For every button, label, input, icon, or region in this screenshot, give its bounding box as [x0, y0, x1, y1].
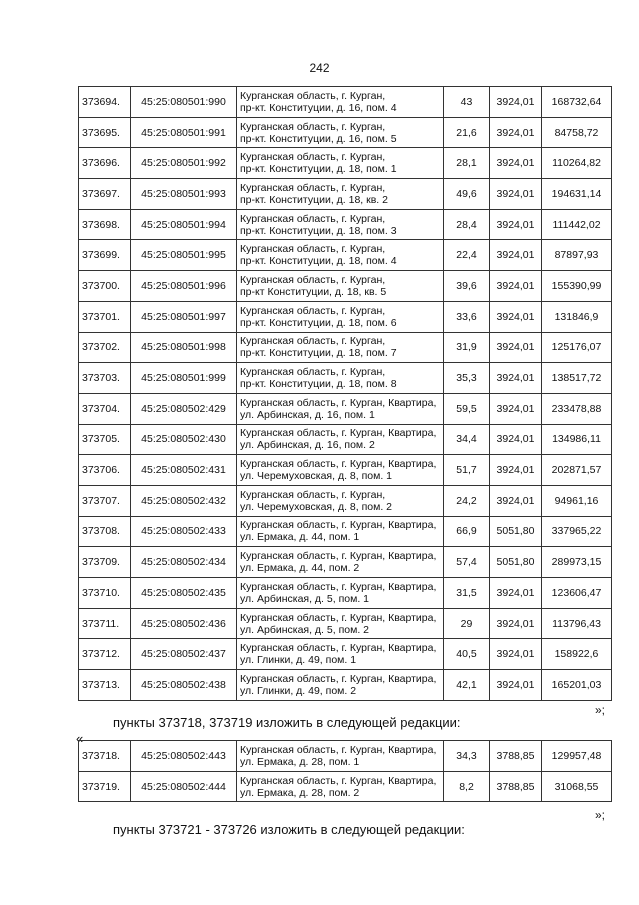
rate-cell: 3924,01	[490, 240, 542, 271]
cadastral-value-cell: 194631,14	[542, 179, 612, 210]
address-cell: Курганская область, г. Курган, Квартира, ул. Арбинская, д. 5, пом. 2	[237, 608, 444, 639]
item-number-cell: 373695.	[79, 117, 131, 148]
rate-cell: 3924,01	[490, 179, 542, 210]
address-cell: Курганская область, г. Курган, пр-кт Конституции, д. 18, кв. 5	[237, 271, 444, 302]
address-cell: Курганская область, г. Курган, Квартира, ул. Арбинская, д. 16, пом. 2	[237, 424, 444, 455]
table-row	[79, 363, 612, 394]
area-cell: 34,3	[444, 741, 490, 772]
cadastral-value-cell: 155390,99	[542, 271, 612, 302]
registry-table-1	[78, 86, 612, 701]
item-number-cell: 373719.	[79, 771, 131, 802]
item-number-cell: 373699.	[79, 240, 131, 271]
rate-cell: 3788,85	[490, 771, 542, 802]
address-cell: Курганская область, г. Курган, Квартира, ул. Арбинская, д. 5, пом. 1	[237, 578, 444, 609]
rate-cell: 3924,01	[490, 271, 542, 302]
table-row	[79, 741, 612, 772]
rate-cell: 3924,01	[490, 639, 542, 670]
address-cell: Курганская область, г. Курган, пр-кт. Конституции, д. 16, пом. 4	[237, 87, 444, 118]
cadastral-value-cell: 129957,48	[542, 741, 612, 772]
table-row	[79, 301, 612, 332]
area-cell: 28,1	[444, 148, 490, 179]
table-row	[79, 485, 612, 516]
cadastral-number-cell: 45:25:080501:996	[131, 271, 237, 302]
table-row	[79, 148, 612, 179]
cadastral-value-cell: 289973,15	[542, 547, 612, 578]
area-cell: 40,5	[444, 639, 490, 670]
area-cell: 29	[444, 608, 490, 639]
rate-cell: 3924,01	[490, 148, 542, 179]
cadastral-value-cell: 337965,22	[542, 516, 612, 547]
cadastral-number-cell: 45:25:080502:431	[131, 455, 237, 486]
rate-cell: 3788,85	[490, 741, 542, 772]
cadastral-number-cell: 45:25:080502:444	[131, 771, 237, 802]
item-number-cell: 373704.	[79, 393, 131, 424]
cadastral-number-cell: 45:25:080501:995	[131, 240, 237, 271]
cadastral-value-cell: 233478,88	[542, 393, 612, 424]
cadastral-number-cell: 45:25:080502:432	[131, 485, 237, 516]
cadastral-number-cell: 45:25:080502:438	[131, 670, 237, 701]
cadastral-value-cell: 87897,93	[542, 240, 612, 271]
address-cell: Курганская область, г. Курган, пр-кт. Конституции, д. 18, пом. 7	[237, 332, 444, 363]
area-cell: 42,1	[444, 670, 490, 701]
cadastral-value-cell: 131846,9	[542, 301, 612, 332]
area-cell: 31,5	[444, 578, 490, 609]
area-cell: 49,6	[444, 179, 490, 210]
item-number-cell: 373696.	[79, 148, 131, 179]
table-row	[79, 117, 612, 148]
table-row	[79, 87, 612, 118]
cadastral-value-cell: 113796,43	[542, 608, 612, 639]
address-cell: Курганская область, г. Курган, Квартира, ул. Ермака, д. 28, пом. 1	[237, 741, 444, 772]
cadastral-number-cell: 45:25:080502:436	[131, 608, 237, 639]
cadastral-number-cell: 45:25:080501:999	[131, 363, 237, 394]
rate-cell: 3924,01	[490, 332, 542, 363]
table-row	[79, 771, 612, 802]
table-row	[79, 424, 612, 455]
item-number-cell: 373711.	[79, 608, 131, 639]
cadastral-number-cell: 45:25:080502:430	[131, 424, 237, 455]
registry-table-2	[78, 740, 612, 802]
address-cell: Курганская область, г. Курган, пр-кт. Конституции, д. 16, пом. 5	[237, 117, 444, 148]
cadastral-value-cell: 111442,02	[542, 209, 612, 240]
table-row	[79, 240, 612, 271]
cadastral-value-cell: 94961,16	[542, 485, 612, 516]
area-cell: 33,6	[444, 301, 490, 332]
rate-cell: 3924,01	[490, 363, 542, 394]
area-cell: 39,6	[444, 271, 490, 302]
address-cell: Курганская область, г. Курган, пр-кт. Конституции, д. 18, кв. 2	[237, 179, 444, 210]
item-number-cell: 373697.	[79, 179, 131, 210]
cadastral-value-cell: 165201,03	[542, 670, 612, 701]
cadastral-number-cell: 45:25:080501:998	[131, 332, 237, 363]
address-cell: Курганская область, г. Курган, Квартира, ул. Ермака, д. 28, пом. 2	[237, 771, 444, 802]
area-cell: 35,3	[444, 363, 490, 394]
cadastral-number-cell: 45:25:080501:990	[131, 87, 237, 118]
cadastral-value-cell: 84758,72	[542, 117, 612, 148]
cadastral-number-cell: 45:25:080502:434	[131, 547, 237, 578]
item-number-cell: 373709.	[79, 547, 131, 578]
instruction-text-1: пункты 373718, 373719 изложить в следующей редакции:	[113, 715, 461, 730]
area-cell: 22,4	[444, 240, 490, 271]
rate-cell: 3924,01	[490, 393, 542, 424]
item-number-cell: 373698.	[79, 209, 131, 240]
cadastral-value-cell: 125176,07	[542, 332, 612, 363]
table-row	[79, 209, 612, 240]
cadastral-number-cell: 45:25:080501:991	[131, 117, 237, 148]
cadastral-number-cell: 45:25:080501:994	[131, 209, 237, 240]
item-number-cell: 373701.	[79, 301, 131, 332]
rate-cell: 3924,01	[490, 117, 542, 148]
cadastral-number-cell: 45:25:080501:997	[131, 301, 237, 332]
item-number-cell: 373712.	[79, 639, 131, 670]
address-cell: Курганская область, г. Курган, пр-кт. Конституции, д. 18, пом. 3	[237, 209, 444, 240]
cadastral-number-cell: 45:25:080502:433	[131, 516, 237, 547]
table-row	[79, 332, 612, 363]
table-row	[79, 639, 612, 670]
table-row	[79, 271, 612, 302]
address-cell: Курганская область, г. Курган, пр-кт. Конституции, д. 18, пом. 1	[237, 148, 444, 179]
rate-cell: 3924,01	[490, 209, 542, 240]
cadastral-number-cell: 45:25:080501:993	[131, 179, 237, 210]
cadastral-number-cell: 45:25:080502:429	[131, 393, 237, 424]
rate-cell: 3924,01	[490, 608, 542, 639]
address-cell: Курганская область, г. Курган, Квартира, ул. Арбинская, д. 16, пом. 1	[237, 393, 444, 424]
cadastral-number-cell: 45:25:080502:435	[131, 578, 237, 609]
item-number-cell: 373703.	[79, 363, 131, 394]
table-row	[79, 393, 612, 424]
item-number-cell: 373708.	[79, 516, 131, 547]
address-cell: Курганская область, г. Курган, пр-кт. Конституции, д. 18, пом. 4	[237, 240, 444, 271]
cadastral-value-cell: 31068,55	[542, 771, 612, 802]
address-cell: Курганская область, г. Курган, Квартира, ул. Ермака, д. 44, пом. 1	[237, 516, 444, 547]
closing-quote-2: »;	[594, 808, 605, 822]
address-cell: Курганская область, г. Курган, пр-кт. Конституции, д. 18, пом. 8	[237, 363, 444, 394]
area-cell: 43	[444, 87, 490, 118]
cadastral-value-cell: 158922,6	[542, 639, 612, 670]
table-row	[79, 455, 612, 486]
item-number-cell: 373702.	[79, 332, 131, 363]
cadastral-value-cell: 138517,72	[542, 363, 612, 394]
cadastral-number-cell: 45:25:080502:443	[131, 741, 237, 772]
cadastral-number-cell: 45:25:080501:992	[131, 148, 237, 179]
cadastral-value-cell: 123606,47	[542, 578, 612, 609]
area-cell: 28,4	[444, 209, 490, 240]
instruction-text-2: пункты 373721 - 373726 изложить в следующей редакции:	[113, 822, 465, 837]
cadastral-value-cell: 134986,11	[542, 424, 612, 455]
address-cell: Курганская область, г. Курган, Квартира, ул. Ермака, д. 44, пом. 2	[237, 547, 444, 578]
item-number-cell: 373700.	[79, 271, 131, 302]
area-cell: 24,2	[444, 485, 490, 516]
rate-cell: 5051,80	[490, 516, 542, 547]
item-number-cell: 373718.	[79, 741, 131, 772]
table-row	[79, 670, 612, 701]
table-row	[79, 179, 612, 210]
closing-quote-1: »;	[594, 703, 605, 717]
table-row	[79, 608, 612, 639]
address-cell: Курганская область, г. Курган, ул. Черемуховская, д. 8, пом. 2	[237, 485, 444, 516]
area-cell: 31,9	[444, 332, 490, 363]
area-cell: 34,4	[444, 424, 490, 455]
item-number-cell: 373710.	[79, 578, 131, 609]
cadastral-value-cell: 202871,57	[542, 455, 612, 486]
area-cell: 57,4	[444, 547, 490, 578]
rate-cell: 3924,01	[490, 424, 542, 455]
cadastral-number-cell: 45:25:080502:437	[131, 639, 237, 670]
rate-cell: 3924,01	[490, 455, 542, 486]
item-number-cell: 373694.	[79, 87, 131, 118]
area-cell: 21,6	[444, 117, 490, 148]
rate-cell: 3924,01	[490, 578, 542, 609]
table-row	[79, 547, 612, 578]
address-cell: Курганская область, г. Курган, Квартира, ул. Глинки, д. 49, пом. 1	[237, 639, 444, 670]
table-row	[79, 516, 612, 547]
area-cell: 66,9	[444, 516, 490, 547]
rate-cell: 3924,01	[490, 87, 542, 118]
cadastral-value-cell: 168732,64	[542, 87, 612, 118]
address-cell: Курганская область, г. Курган, Квартира, ул. Глинки, д. 49, пом. 2	[237, 670, 444, 701]
rate-cell: 3924,01	[490, 485, 542, 516]
rate-cell: 5051,80	[490, 547, 542, 578]
area-cell: 8,2	[444, 771, 490, 802]
page-number: 242	[309, 61, 330, 75]
rate-cell: 3924,01	[490, 301, 542, 332]
rate-cell: 3924,01	[490, 670, 542, 701]
opening-quote: «	[76, 731, 84, 746]
item-number-cell: 373705.	[79, 424, 131, 455]
item-number-cell: 373706.	[79, 455, 131, 486]
address-cell: Курганская область, г. Курган, пр-кт. Конституции, д. 18, пом. 6	[237, 301, 444, 332]
item-number-cell: 373707.	[79, 485, 131, 516]
table-row	[79, 578, 612, 609]
area-cell: 59,5	[444, 393, 490, 424]
area-cell: 51,7	[444, 455, 490, 486]
cadastral-value-cell: 110264,82	[542, 148, 612, 179]
item-number-cell: 373713.	[79, 670, 131, 701]
address-cell: Курганская область, г. Курган, Квартира, ул. Черемуховская, д. 8, пом. 1	[237, 455, 444, 486]
